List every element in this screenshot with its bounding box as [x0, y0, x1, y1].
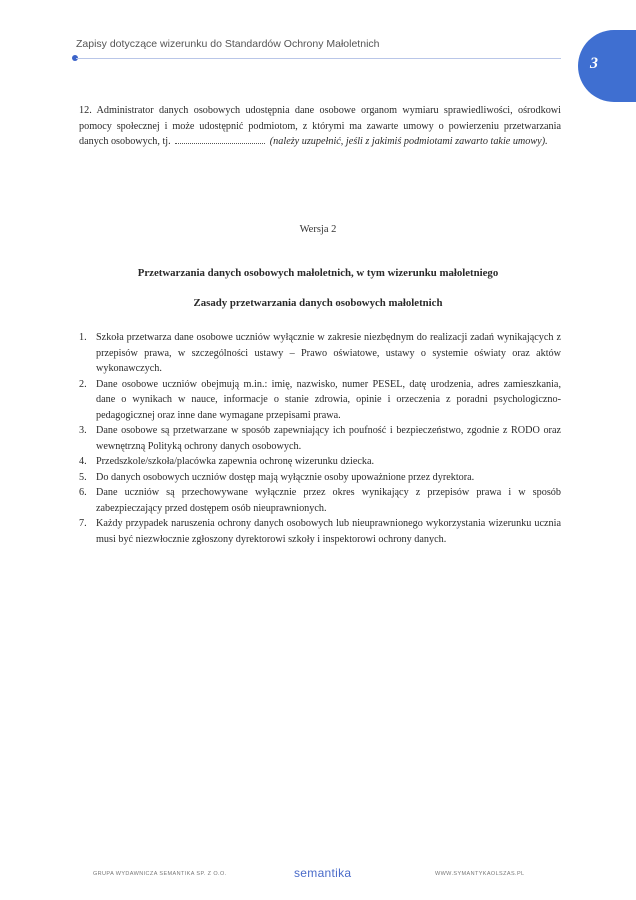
page-number-tab [578, 30, 636, 102]
list-item [79, 423, 561, 454]
list-item-number: 6. [79, 487, 87, 498]
footer-publisher: GRUPA WYDAWNICZA SEMANTIKA SP. Z O.O. [93, 871, 227, 877]
list-item-text: Przedszkole/szkoła/placówka zapewnia ochronę wizerunku dziecka. [96, 456, 375, 467]
paragraph-12-text: 12. Administrator danych osobowych udostępnia dane osobowe organom wymiaru sprawiedliwości, ośrodkowi pomocy społecznej i może udostępnić podmiotom, z którymi ma zawarte umowy o powierzeniu przetwarzania danych osobowych, tj. [79, 105, 561, 147]
list-item [79, 330, 561, 377]
list-item-text: Dane osobowe są przetwarzane w sposób zapewniający ich poufność i bezpieczeństwo, zgodnie z RODO oraz wewnętrzną Polityką ochrony danych osobowych. [96, 425, 561, 452]
list-item [79, 470, 561, 486]
version-label: Wersja 2 [299, 224, 337, 235]
list-item-text: Dane osobowe uczniów obejmują m.in.: imię, nazwisko, numer PESEL, datę urodzenia, adres zamieszkania, dane o wynikach w nauce, informacje o stanie zdrowia, opinie i orzeczenia z poradni psychologiczno-pedagogicznej oraz inne dane wymagane przepisami prawa. [96, 378, 561, 421]
footer-logo: semantika [294, 866, 352, 880]
list-item [79, 516, 561, 547]
list-item-number: 3. [79, 425, 87, 436]
list-item-text: Każdy przypadek naruszenia ochrony danych osobowych lub nieuprawnionego wykorzystania wizerunku ucznia musi być niezwłocznie zgłoszony dyrektorowi szkoły i inspektorowi ochrony danych. [96, 518, 561, 545]
footer-website: WWW.SYMANTYKAOLSZAS.PL [435, 871, 525, 877]
paragraph-12-note: (należy uzupełnić, jeśli z jakimiś podmiotami zawarto takie umowy). [269, 136, 548, 147]
list-item [79, 454, 561, 470]
page-number: 3 [590, 55, 598, 72]
list-item [79, 377, 561, 424]
header-rule [76, 58, 561, 59]
list-item-text: Dane uczniów są przechowywane wyłącznie przez okres wynikający z przepisów prawa i w sposób zabezpieczający przed dostępem osób nieuprawnionych. [96, 487, 561, 514]
section-heading: Przetwarzania danych osobowych małoletnich, w tym wizerunku małoletniego [137, 267, 499, 279]
list-item-text: Do danych osobowych uczniów dostęp mają wyłącznie osoby upoważnione przez dyrektora. [96, 471, 475, 483]
fill-in-blank [175, 134, 265, 144]
list-item-number: 7. [79, 518, 87, 529]
list-item-number: 4. [79, 456, 87, 467]
section-subheading: Zasady przetwarzania danych osobowych małoletnich [193, 297, 443, 309]
list-item-number: 5. [79, 471, 87, 483]
list-item-number: 2. [79, 378, 87, 390]
header-title: Zapisy dotyczące wizerunku do Standardów Ochrony Małoletnich [76, 38, 380, 50]
list-item-number: 1. [79, 332, 87, 343]
rules-list [79, 330, 561, 547]
paragraph-12 [79, 103, 561, 150]
list-item-text: Szkoła przetwarza dane osobowe uczniów wyłącznie w zakresie niezbędnym do realizacji zadań wynikających z przepisów prawa, w szczególności ustawy – Prawo oświatowe, ustawy o systemie oświaty oraz aktów wykonawczych. [96, 332, 561, 374]
list-item [79, 485, 561, 516]
